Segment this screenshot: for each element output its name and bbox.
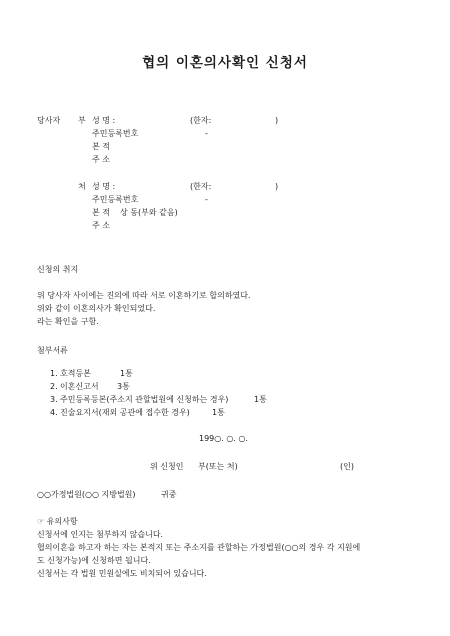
- wife-id-dash: -: [205, 195, 208, 204]
- wife-id-label: 주민등록번호: [92, 195, 139, 204]
- wife-address-label: 주 소: [92, 221, 110, 230]
- attachments-heading: 첨부서류: [37, 346, 68, 355]
- attachment-count: 1통: [254, 395, 267, 404]
- applicant-label: 위 신청인: [150, 462, 184, 471]
- wife-name-label: 성 명 :: [92, 182, 116, 191]
- attachment-name: 이혼신고서: [60, 382, 99, 391]
- attachment-name: 주민등록등본(주소지 관할법원에 신청하는 경우): [60, 395, 229, 404]
- husband-name-label: 성 명 :: [92, 116, 116, 125]
- attachment-name: 진술요지서(재외 공관에 접수한 경우): [60, 408, 190, 417]
- husband-address-label: 주 소: [92, 155, 110, 164]
- notes-heading: ☞ 유의사항: [37, 517, 78, 526]
- document-title: 협의 이혼의사확인 신청서: [142, 55, 308, 71]
- parties-label: 당사자: [37, 116, 61, 125]
- wife-role: 처: [78, 182, 86, 191]
- note-line: 신청서에 인지는 첨부하지 않습니다.: [37, 530, 164, 539]
- husband-id-label: 주민등록번호: [92, 129, 139, 138]
- attachment-count: 3통: [117, 382, 130, 391]
- wife-domicile-label: 본 적: [92, 208, 110, 217]
- wife-hanja-close: ): [275, 182, 279, 191]
- purpose-heading: 신청의 취지: [37, 265, 79, 274]
- attachment-no: 3.: [50, 395, 58, 404]
- purpose-line: 라는 확인을 구함.: [37, 317, 99, 326]
- applicant-who: 부(또는 처): [198, 462, 238, 471]
- attachment-name: 호적등본: [60, 369, 91, 378]
- court-name: ○○가정법원(○○ 지방법원): [37, 490, 136, 499]
- husband-hanja-close: ): [275, 116, 279, 125]
- purpose-line: 위 당사자 사이에는 진의에 따라 서로 이혼하기로 합의하였다.: [37, 291, 251, 300]
- applicant-seal: (인): [340, 462, 354, 471]
- attachment-no: 4.: [50, 408, 58, 417]
- husband-role: 부: [78, 116, 86, 125]
- wife-domicile-note: 상 동(부와 같음): [120, 208, 178, 217]
- court-suffix: 귀중: [161, 490, 177, 499]
- husband-domicile-label: 본 적: [92, 142, 110, 151]
- note-line: 신청서는 각 법원 민원실에도 비치되어 있습니다.: [37, 569, 207, 578]
- wife-hanja-label: (한자:: [190, 182, 212, 191]
- attachment-no: 2.: [50, 382, 58, 391]
- note-line: 협의이혼을 하고자 하는 자는 본적지 또는 주소지를 관할하는 가정법원(○○의 경우 각 지원에: [37, 543, 361, 552]
- note-line: 도 신청가능)에 신청하면 됩니다.: [37, 556, 151, 565]
- attachment-count: 1통: [212, 408, 225, 417]
- purpose-line: 위와 같이 이혼의사가 확인되었다.: [37, 304, 156, 313]
- attachment-count: 1통: [120, 369, 133, 378]
- husband-id-dash: -: [205, 129, 208, 138]
- attachment-no: 1.: [50, 369, 58, 378]
- husband-hanja-label: (한자:: [190, 116, 212, 125]
- application-date: 199○. ○. ○.: [199, 434, 248, 443]
